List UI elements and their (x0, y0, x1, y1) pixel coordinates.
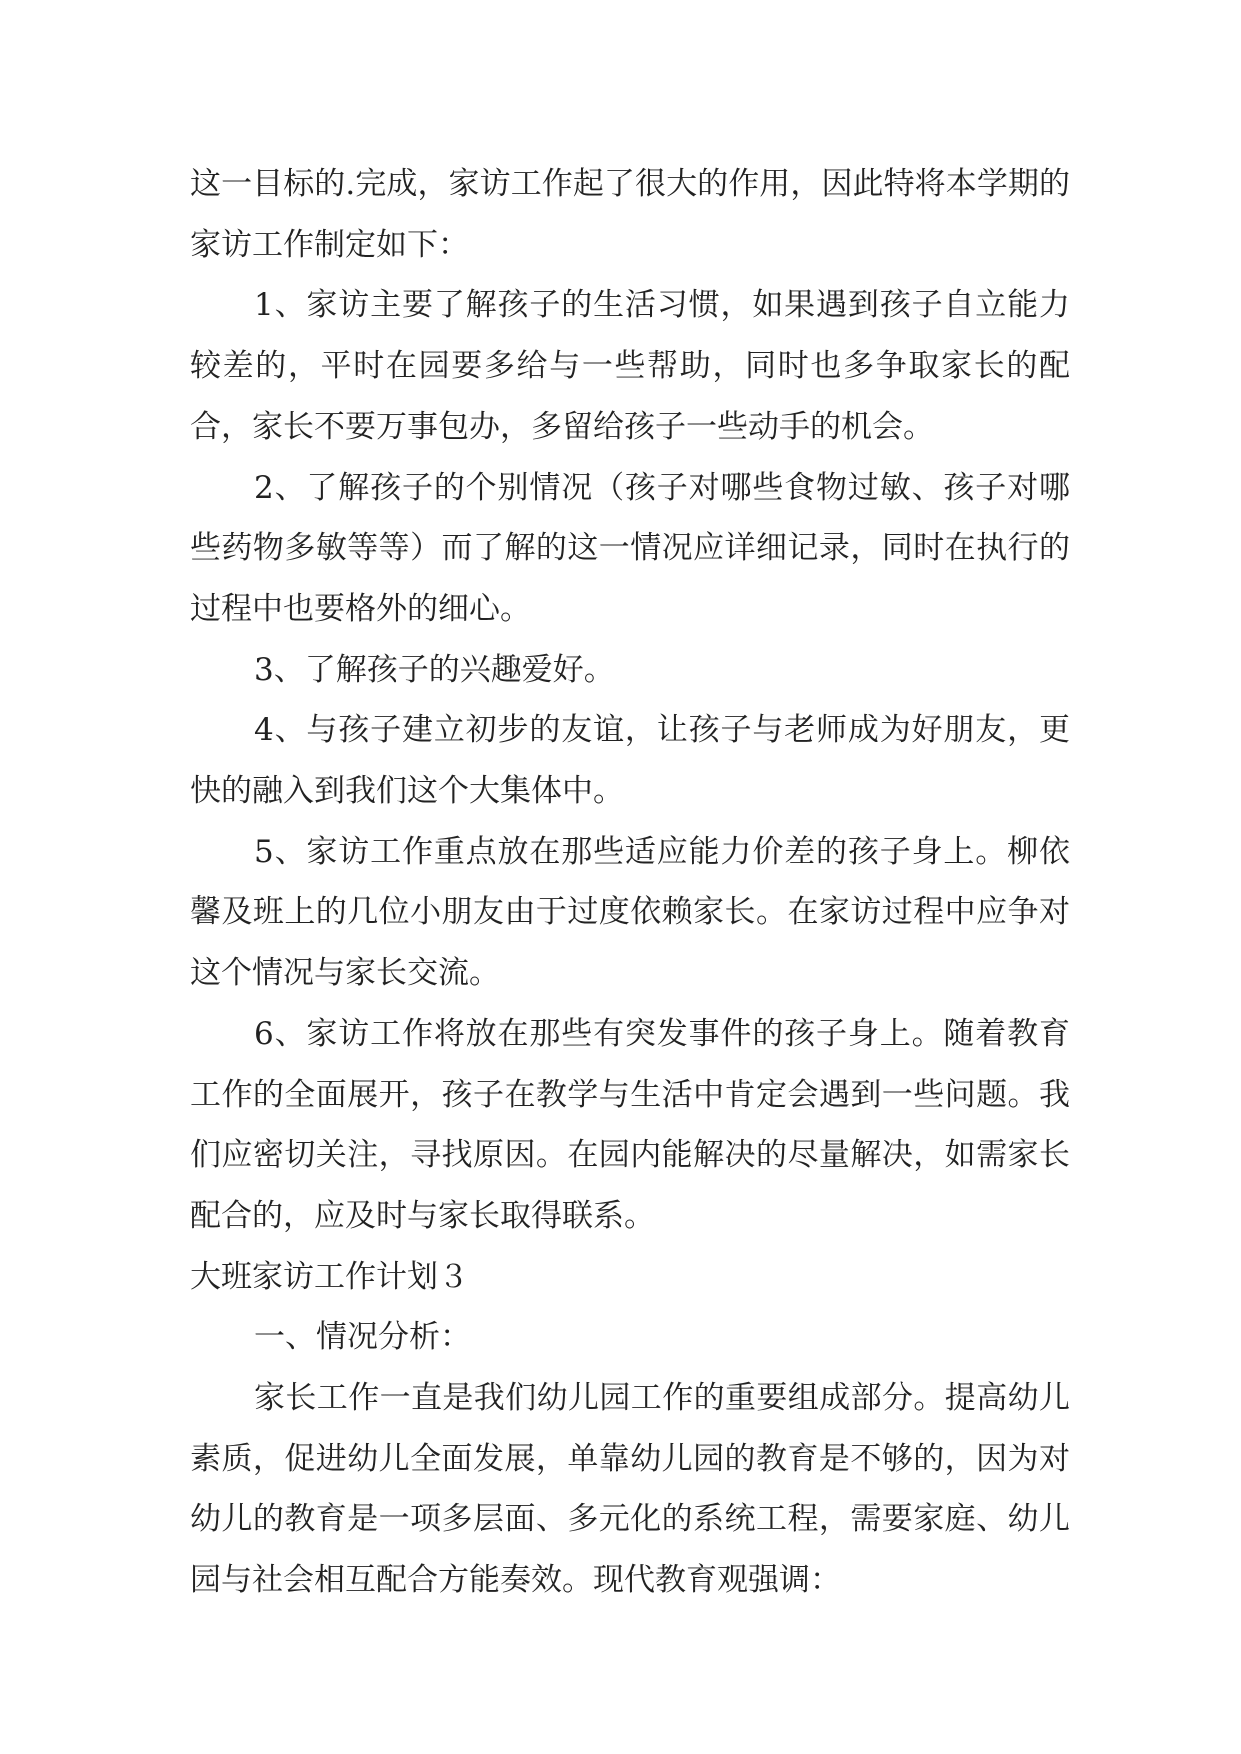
section-title: 大班家访工作计划３ (190, 1258, 469, 1295)
paragraph-item-6: 6、家访工作将放在那些有突发事件的孩子身上。随着教育工作的全面展开，孩子在教学与生活中肯定会遇到一些问题。我们应密切关注，寻找原因。在园内能解决的尽量解决，如需家长配合的，应及时与家长取得联系。 (190, 1015, 1070, 1234)
paragraph-analysis: 家长工作一直是我们幼儿园工作的重要组成部分。提高幼儿素质，促进幼儿全面发展，单靠幼儿园的教育是不够的，因为对幼儿的教育是一项多层面、多元化的系统工程，需要家庭、幼儿园与社会相互配合方能奏效。现代教育观强调： (190, 1380, 1070, 1599)
paragraph-item-2: 2、了解孩子的个别情况（孩子对哪些食物过敏、孩子对哪些药物多敏等等）而了解的这一情况应详细记录，同时在执行的过程中也要格外的细心。 (190, 469, 1070, 627)
subheading: 一、情况分析： (254, 1319, 471, 1356)
paragraph-item-1: 1、家访主要了解孩子的生活习惯，如果遇到孩子自立能力较差的，平时在园要多给与一些帮助，同时也多争取家长的配合，家长不要万事包办，多留给孩子一些动手的机会。 (190, 287, 1070, 445)
paragraph-item-4: 4、与孩子建立初步的友谊，让孩子与老师成为好朋友，更快的融入到我们这个大集体中。 (190, 712, 1070, 810)
paragraph-item-3: 3、了解孩子的兴趣爱好。 (254, 651, 615, 688)
document-page (190, 154, 1070, 1611)
paragraph-item-5: 5、家访工作重点放在那些适应能力价差的孩子身上。柳依馨及班上的几位小朋友由于过度依赖家长。在家访过程中应争对这个情况与家长交流。 (190, 833, 1070, 992)
paragraph-intro: 这一目标的.完成，家访工作起了很大的作用，因此特将本学期的家访工作制定如下： (190, 166, 1070, 263)
